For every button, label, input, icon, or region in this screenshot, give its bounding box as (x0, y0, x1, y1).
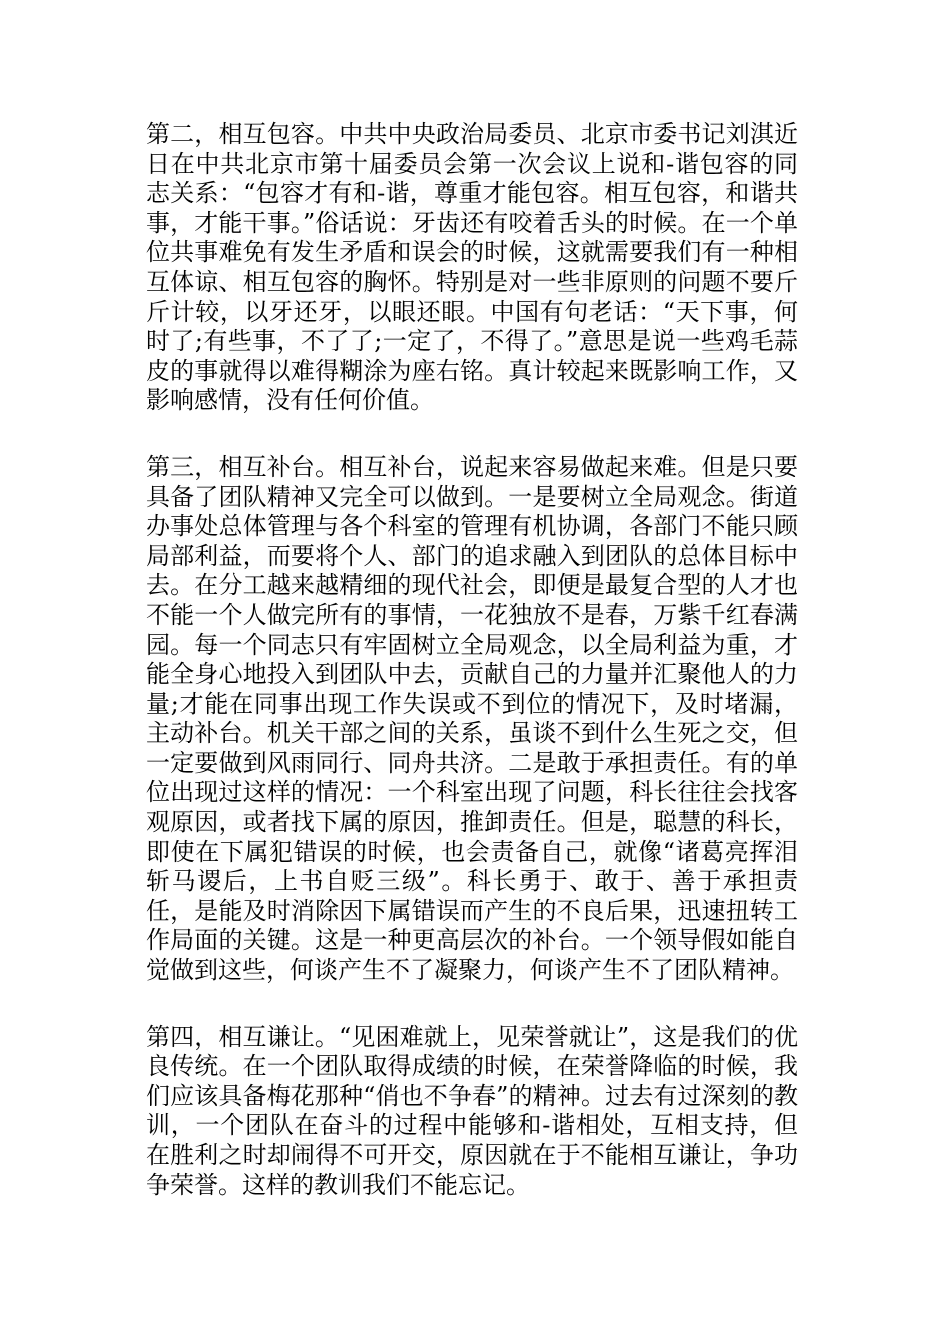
paragraph-mutual-support: 第三，相互补台。相互补台，说起来容易做起来难。但是只要具备了团队精神又完全可以做到。一是要树立全局观念。街道办事处总体管理与各个科室的管理有机协调，各部门不能只顾局部利益，而要将个人、部门的追求融入到团队的总体目标中去。在分工越来越精细的现代社会，即便是最复合型的人才也不能一个人做完所有的事情，一花独放不是春，万紫千红春满园。每一个同志只有牢固树立全局观念，以全局利益为重，才能全身心地投入到团队中去，贡献自己的力量并汇聚他人的力量;才能在同事出现工作失误或不到位的情况下，及时堵漏，主动补台。机关干部之间的关系，虽谈不到什么生死之交，但一定要做到风雨同行、同舟共济。二是敢于承担责任。有的单位出现过这样的情况：一个科室出现了问题，科长往往会找客观原因，或者找下属的原因，推卸责任。但是，聪慧的科长，即使在下属犯错误的时候，也会责备自己，就像“诸葛亮挥泪斩马谡后，上书自贬三级”。科长勇于、敢于、善于承担责任，是能及时消除因下属错误而产生的不良后果，迅速扭转工作局面的关键。这是一种更高层次的补台。一个领导假如能自觉做到这些，何谈产生不了凝聚力，何谈产生不了团队精神。 (146, 452, 798, 985)
paragraph-mutual-tolerance: 第二，相互包容。中共中央政治局委员、北京市委书记刘淇近日在中共北京市第十届委员会第一次会议上说和-谐包容的同志关系：“包容才有和-谐，尊重才能包容。相互包容，和谐共事，才能干事。”俗话说：牙齿还有咬着舌头的时候。在一个单位共事难免有发生矛盾和误会的时候，这就需要我们有一种相互体谅、相互包容的胸怀。特别是对一些非原则的问题不要斤斤计较，以牙还牙，以眼还眼。中国有句老话：“天下事，何时了;有些事，不了了;一定了，不得了。”意思是说一些鸡毛蒜皮的事就得以难得糊涂为座右铭。真计较起来既影响工作，又影响感情，没有任何价值。 (146, 120, 798, 415)
document-page (146, 120, 798, 1237)
paragraph-mutual-modesty: 第四，相互谦让。“见困难就上，见荣誉就让”，这是我们的优良传统。在一个团队取得成绩的时候，在荣誉降临的时候，我们应该具备梅花那种“俏也不争春”的精神。过去有过深刻的教训，一个团队在奋斗的过程中能够和-谐相处，互相支持，但在胜利之时却闹得不可开交，原因就在于不能相互谦让，争功争荣誉。这样的教训我们不能忘记。 (146, 1022, 798, 1199)
